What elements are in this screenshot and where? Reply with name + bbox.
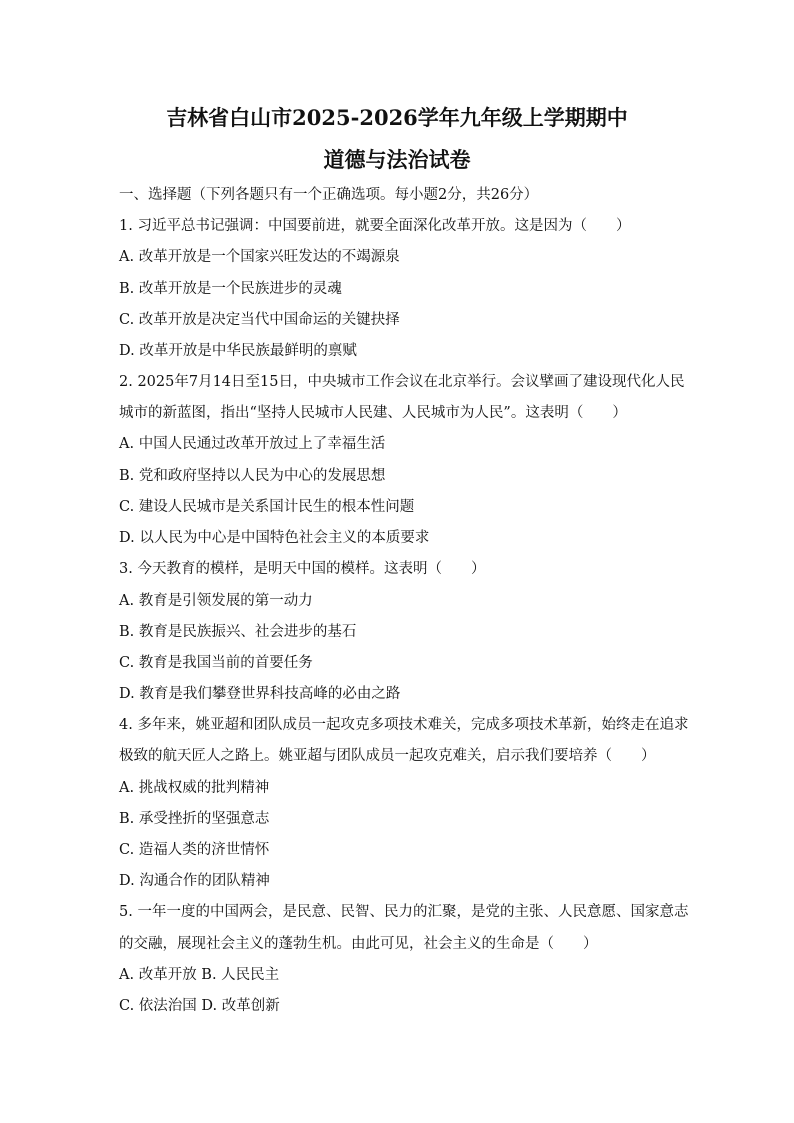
question-1-option-c: C. 改革开放是决定当代中国命运的关键抉择 [119, 312, 400, 328]
question-3-stem: 3. 今天教育的模样，是明天中国的模样。这表明（ ） [119, 561, 486, 577]
exam-subject-title: 道德与法治试卷 [323, 147, 471, 172]
question-4-stem-line-2: 极致的航天匠人之路上。姚亚超与团队成员一起攻克难关，启示我们要培养（ ） [119, 748, 656, 764]
section-heading: 一、选择题（下列各题只有一个正确选项。每小题2分，共26分） [119, 187, 539, 203]
question-2-stem-line-2: 城市的新蓝图，指出“坚持人民城市人民建、人民城市为人民”。这表明（ ） [119, 405, 627, 421]
question-4-stem-line-1: 4. 多年来，姚亚超和团队成员一起攻克多项技术难关，完成多项技术革新，始终走在追求 [119, 717, 689, 733]
question-2-option-b: B. 党和政府坚持以人民为中心的发展思想 [119, 468, 386, 484]
question-2-option-d: D. 以人民为中心是中国特色社会主义的本质要求 [119, 530, 430, 546]
question-2-option-c: C. 建设人民城市是关系国计民生的根本性问题 [119, 499, 415, 515]
question-3-option-b: B. 教育是民族振兴、社会进步的基石 [119, 624, 357, 640]
question-3-option-c: C. 教育是我国当前的首要任务 [119, 655, 313, 671]
question-2-option-a: A. 中国人民通过改革开放过上了幸福生活 [119, 436, 386, 452]
exam-title: 吉林省白山市2025-2026学年九年级上学期期中 [166, 105, 628, 130]
question-5-options-cd: C. 依法治国 D. 改革创新 [119, 998, 280, 1014]
question-2-stem-line-1: 2. 2025年7月14日至15日，中央城市工作会议在北京举行。会议擘画了建设现代化人民 [119, 374, 685, 390]
question-5-stem-line-2: 的交融，展现社会主义的蓬勃生机。由此可见，社会主义的生命是（ ） [119, 936, 598, 952]
question-5-stem-line-1: 5. 一年一度的中国两会，是民意、民智、民力的汇聚，是党的主张、人民意愿、国家意志 [119, 904, 689, 920]
question-4-option-a: A. 挑战权威的批判精神 [119, 780, 270, 796]
question-5-options-ab: A. 改革开放 B. 人民民主 [119, 967, 280, 983]
question-1-stem: 1. 习近平总书记强调：中国要前进，就要全面深化改革开放。这是因为（ ） [119, 218, 631, 234]
question-4-option-c: C. 造福人类的济世情怀 [119, 842, 270, 858]
question-3-option-a: A. 教育是引领发展的第一动力 [119, 593, 313, 609]
question-1-option-a: A. 改革开放是一个国家兴旺发达的不竭源泉 [119, 249, 400, 265]
question-4-option-b: B. 承受挫折的坚强意志 [119, 811, 270, 827]
question-1-option-d: D. 改革开放是中华民族最鲜明的禀赋 [119, 343, 357, 359]
question-4-option-d: D. 沟通合作的团队精神 [119, 873, 270, 889]
question-1-option-b: B. 改革开放是一个民族进步的灵魂 [119, 281, 342, 297]
question-3-option-d: D. 教育是我们攀登世界科技高峰的必由之路 [119, 686, 401, 702]
